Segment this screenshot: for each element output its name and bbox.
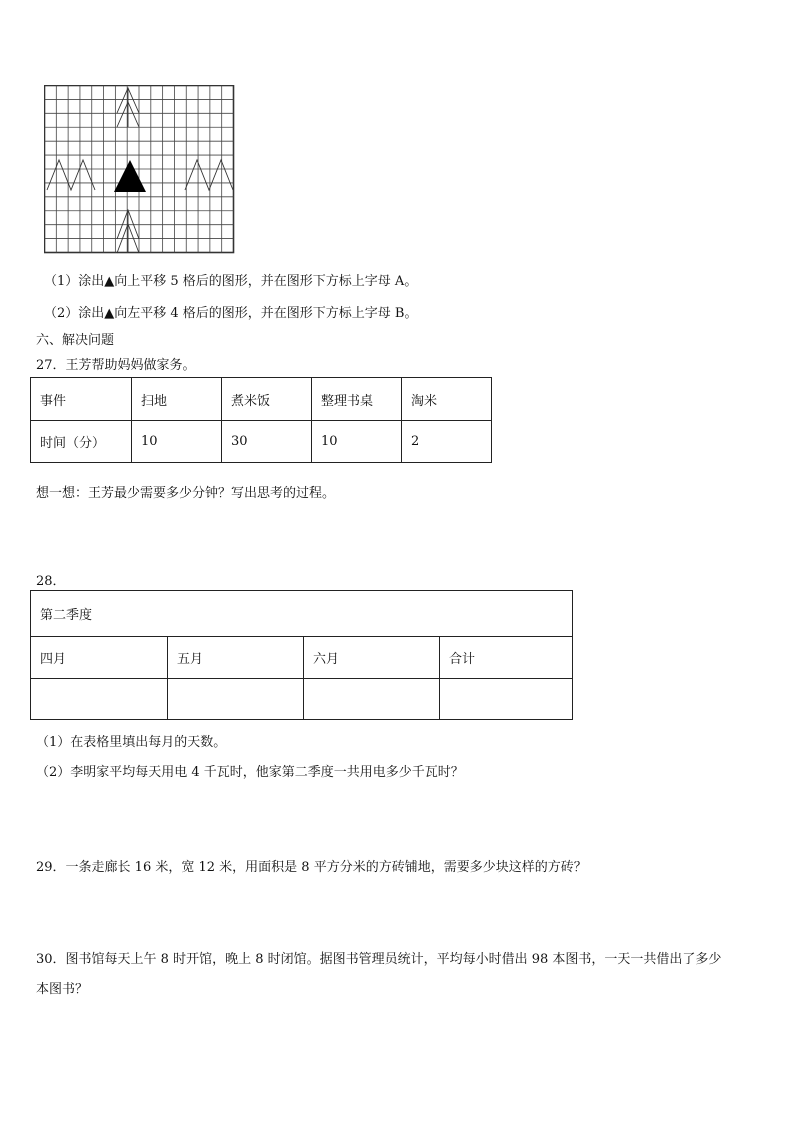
table-row bbox=[31, 421, 492, 463]
table-cell: 30 bbox=[222, 421, 312, 463]
q29-text: 29．一条走廊长 16 米，宽 12 米，用面积是 8 平方分米的方砖铺地，需要多少块这样的方砖？ bbox=[36, 860, 587, 875]
q27-table bbox=[30, 377, 492, 463]
table-row bbox=[31, 679, 573, 720]
table-cell-empty bbox=[168, 679, 304, 720]
table-cell: 四月 bbox=[31, 637, 168, 679]
table-cell: 五月 bbox=[168, 637, 304, 679]
table-cell: 10 bbox=[132, 421, 222, 463]
q27-question: 想一想：王芳最少需要多少分钟？写出思考的过程。 bbox=[36, 486, 336, 501]
table-cell-empty bbox=[440, 679, 573, 720]
translation-grid-figure bbox=[44, 85, 236, 255]
q28-table bbox=[30, 590, 573, 720]
q30-line2: 本图书？ bbox=[36, 982, 89, 997]
table-cell-empty bbox=[31, 679, 168, 720]
table-cell-empty bbox=[304, 679, 440, 720]
q26-sub1: （1）涂出▲向上平移 5 格后的图形，并在图形下方标上字母 A。 bbox=[44, 274, 418, 289]
filled-triangle-shape bbox=[114, 160, 146, 192]
q27-title: 27．王芳帮助妈妈做家务。 bbox=[36, 358, 196, 373]
table-row bbox=[31, 591, 573, 637]
table-cell: 煮米饭 bbox=[222, 378, 312, 421]
q30-line1: 30．图书馆每天上午 8 时开馆，晚上 8 时闭馆。据图书管理员统计，平均每小时借出 98 本图书，一天一共借出了多少 bbox=[36, 952, 722, 967]
q28-number: 28． bbox=[36, 574, 66, 589]
q28-sub1: （1）在表格里填出每月的天数。 bbox=[36, 735, 227, 750]
table-cell: 合计 bbox=[440, 637, 573, 679]
table-cell: 事件 bbox=[31, 378, 132, 421]
q28-sub2: （2）李明家平均每天用电 4 千瓦时，他家第二季度一共用电多少千瓦时？ bbox=[36, 765, 464, 780]
table-caption-cell: 第二季度 bbox=[31, 591, 573, 637]
q26-sub2: （2）涂出▲向左平移 4 格后的图形，并在图形下方标上字母 B。 bbox=[44, 306, 418, 321]
section-heading: 六、解决问题 bbox=[36, 333, 115, 348]
table-cell: 10 bbox=[312, 421, 402, 463]
table-cell: 整理书桌 bbox=[312, 378, 402, 421]
table-cell: 扫地 bbox=[132, 378, 222, 421]
table-row bbox=[31, 378, 492, 421]
table-cell: 2 bbox=[402, 421, 492, 463]
table-row bbox=[31, 637, 573, 679]
table-cell: 淘米 bbox=[402, 378, 492, 421]
table-cell: 时间（分） bbox=[31, 421, 132, 463]
table-cell: 六月 bbox=[304, 637, 440, 679]
